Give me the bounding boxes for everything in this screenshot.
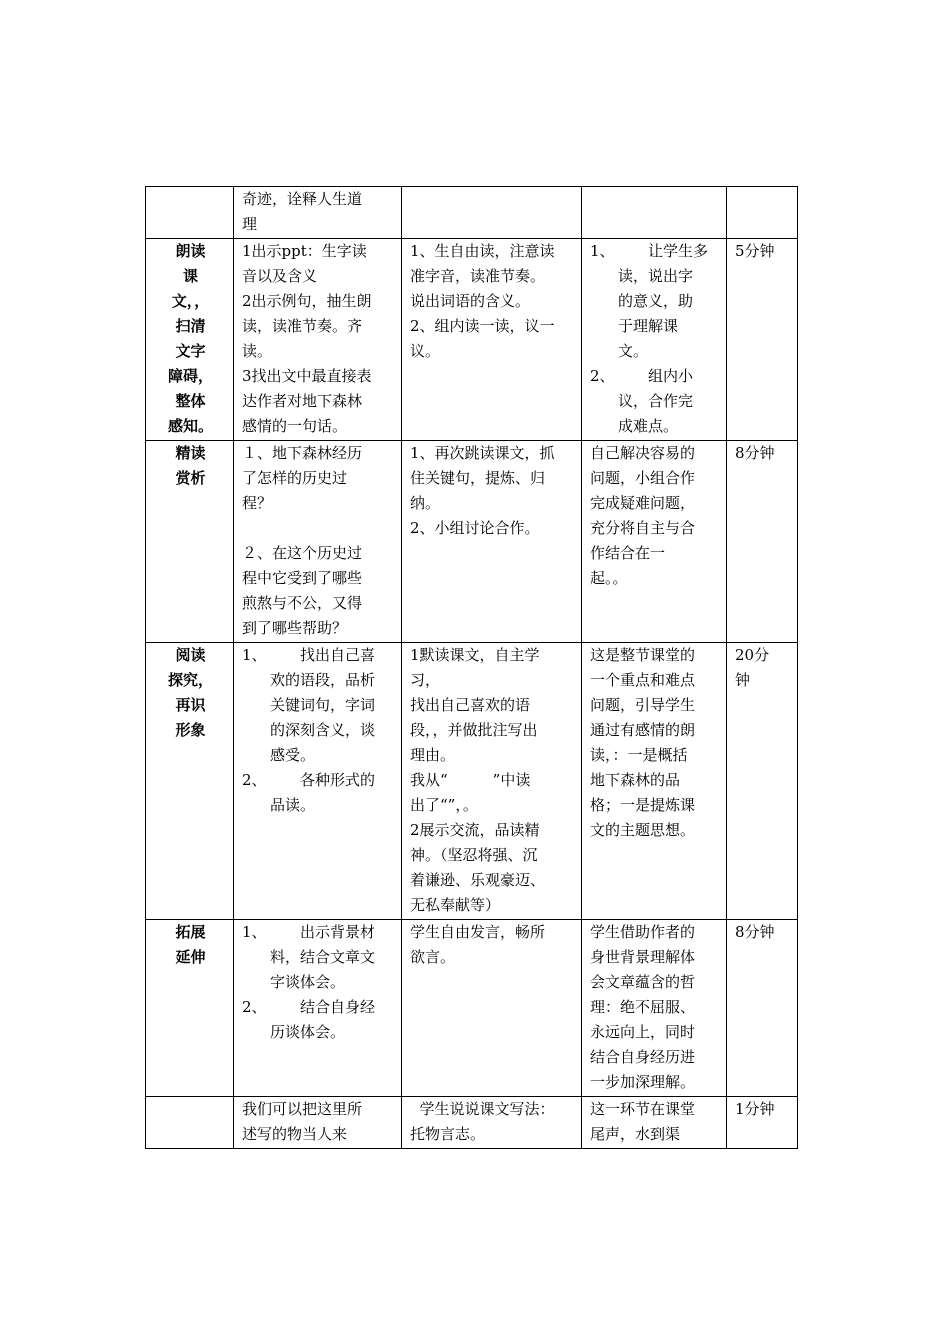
design-intent-cell: [582, 187, 727, 239]
student-activity-cell: 1默读课文，自主学 习， 找出自己喜欢的语 段，，并做批注写出 理由。 我从“ ”中读 出了“”，。 2展示交流，品读精 神。（坚忍将强、沉 着谦逊、乐观豪迈、 无私奉献等）: [402, 643, 582, 920]
time-cell: 8分钟: [727, 920, 798, 1097]
list-item: 2、 各种形式的: [242, 771, 376, 789]
stage-cell: 精读 赏析: [146, 441, 234, 643]
list-item: 1、 让学生多: [590, 242, 709, 260]
design-intent-cell: 自己解决容易的 问题，小组合作 完成疑难问题， 充分将自主与合 作结合在一 起。。: [582, 441, 727, 643]
design-intent-cell: 学生借助作者的 身世背景理解体 会文章蕴含的哲 理：绝不屈服、 永远向上，同时 结合自身经历进 一步加深理解。: [582, 920, 727, 1097]
design-intent-cell: 这是整节课堂的 一个重点和难点 问题，引导学生 通过有感情的朗 读，：一是概括 地下森林的品 格；一是提炼课 文的主题思想。: [582, 643, 727, 920]
table-row: [146, 239, 798, 441]
table-row: [146, 441, 798, 643]
teacher-activity-cell: 我们可以把这里所 述写的物当人来: [234, 1097, 402, 1149]
teacher-activity-cell: 1、 找出自己喜 欢的语段，品析 关键词句，字词 的深刻含义，谈 感受。 2、 各种形式的 品读。: [234, 643, 402, 920]
student-activity-cell: [402, 187, 582, 239]
stage-cell: [146, 1097, 234, 1149]
design-intent-cell: 这一环节在课堂 尾声，水到渠: [582, 1097, 727, 1149]
list-item: 2、 组内小: [590, 367, 694, 385]
time-cell: 5分钟: [727, 239, 798, 441]
table-row: [146, 643, 798, 920]
design-intent-cell: 1、 让学生多 读，说出字 的意义，助 于理解课 文。 2、 组内小 议，合作完 成难点。: [582, 239, 727, 441]
teacher-activity-cell: １、地下森林经历 了怎样的历史过 程？ ２、在这个历史过 程中它受到了哪些 煎熬与不公，又得 到了哪些帮助？: [234, 441, 402, 643]
time-cell: 8分钟: [727, 441, 798, 643]
list-item: 1、 出示背景材: [242, 923, 376, 941]
stage-cell: 拓展 延伸: [146, 920, 234, 1097]
student-activity-cell: 1、生自由读，注意读 准字音，读准节奏。 说出词语的含义。 2、组内读一读，议一 议。: [402, 239, 582, 441]
list-item: 1、 找出自己喜: [242, 646, 376, 664]
time-cell: 20分 钟: [727, 643, 798, 920]
time-cell: 1分钟: [727, 1097, 798, 1149]
stage-cell: 朗读 课 文，， 扫清 文字 障碍， 整体 感知。: [146, 239, 234, 441]
teacher-activity-cell: 奇迹，诠释人生道 理: [234, 187, 402, 239]
lesson-plan-table: [145, 186, 798, 1149]
student-activity-cell: 学生自由发言，畅所 欲言。: [402, 920, 582, 1097]
table-row: [146, 1097, 798, 1149]
student-activity-cell: 1、再次跳读课文，抓 住关键句，提炼、归 纳。 2、小组讨论合作。: [402, 441, 582, 643]
teacher-activity-cell: 1出示ppt：生字读 音以及含义 2出示例句，抽生朗 读，读准节奏。齐 读。 3找出文中最直接表 达作者对地下森林 感情的一句话。: [234, 239, 402, 441]
list-item: 2、 结合自身经: [242, 998, 376, 1016]
stage-cell: [146, 187, 234, 239]
stage-cell: 阅读 探究， 再识 形象: [146, 643, 234, 920]
teacher-activity-cell: 1、 出示背景材 料，结合文章文 字谈体会。 2、 结合自身经 历谈体会。: [234, 920, 402, 1097]
table-row: [146, 187, 798, 239]
time-cell: [727, 187, 798, 239]
table-row: [146, 920, 798, 1097]
student-activity-cell: 学生说说课文写法： 托物言志。: [402, 1097, 582, 1149]
